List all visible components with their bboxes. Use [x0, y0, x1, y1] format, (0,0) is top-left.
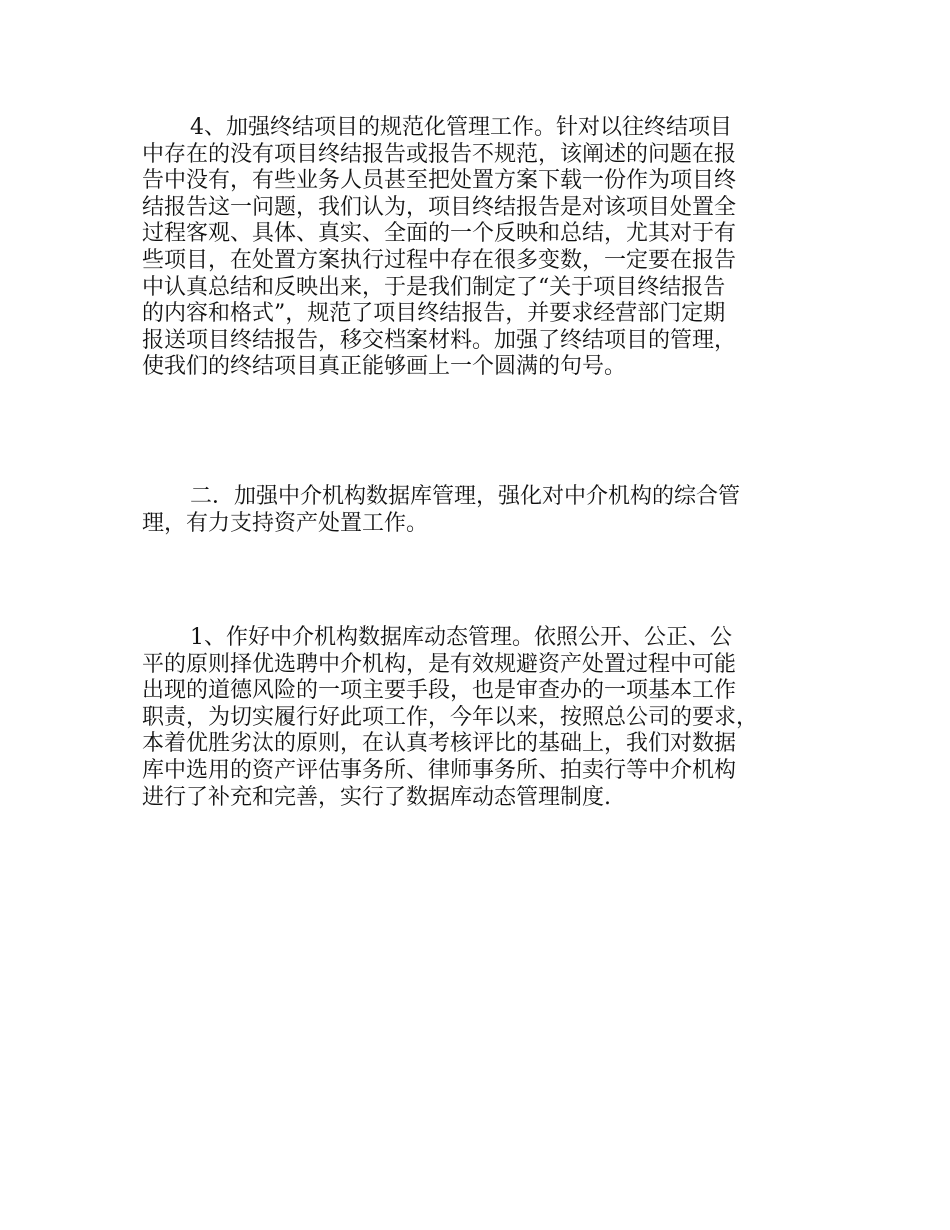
text-line: 职责，为切实履行好此项工作，今年以来，按照总公司的要求，	[142, 704, 759, 730]
text-line: 中存在的没有项目终结报告或报告不规范，该阐述的问题在报	[142, 141, 737, 167]
text-line: 的内容和格式”，规范了项目终结报告，并要求经营部门定期	[142, 301, 726, 327]
text-line: 结报告这一问题，我们认为，项目终结报告是对该项目处置全	[142, 194, 737, 220]
text-line: 4、加强终结项目的规范化管理工作。针对以往终结项目	[190, 115, 732, 140]
text-line: 使我们的终结项目真正能够画上一个圆满的句号。	[142, 354, 627, 380]
text-line: 平的原则择优选聘中介机构，是有效规避资产处置过程中可能	[142, 651, 737, 677]
text-line: 出现的道德风险的一项主要手段，也是审查办的一项基本工作	[142, 678, 737, 704]
text-line: 些项目，在处置方案执行过程中存在很多变数，一定要在报告	[142, 247, 737, 273]
text-line: 本着优胜劣汰的原则，在认真考核评比的基础上，我们对数据	[142, 731, 737, 757]
text-line: 进行了补充和完善，实行了数据库动态管理制度.	[142, 784, 611, 810]
paragraph-closing-projects	[142, 115, 832, 381]
text-line: 过程客观、具体、真实、全面的一个反映和总结，尤其对于有	[142, 221, 737, 247]
text-line: 1、作好中介机构数据库动态管理。依照公开、公正、公	[190, 625, 732, 650]
section-heading-intermediary-database	[142, 484, 832, 537]
text-line: 报送项目终结报告，移交档案材料。加强了终结项目的管理，	[142, 327, 737, 353]
text-line: 告中没有，有些业务人员甚至把处置方案下载一份作为项目终	[142, 168, 737, 194]
text-line: 中认真总结和反映出来，于是我们制定了“关于项目终结报告	[142, 274, 726, 300]
text-line: 库中选用的资产评估事务所、律师事务所、拍卖行等中介机构	[142, 757, 737, 783]
text-line: 二．加强中介机构数据库管理，强化对中介机构的综合管	[190, 484, 741, 509]
paragraph-dynamic-management	[142, 625, 832, 811]
text-line: 理，有力支持资产处置工作。	[142, 510, 429, 536]
